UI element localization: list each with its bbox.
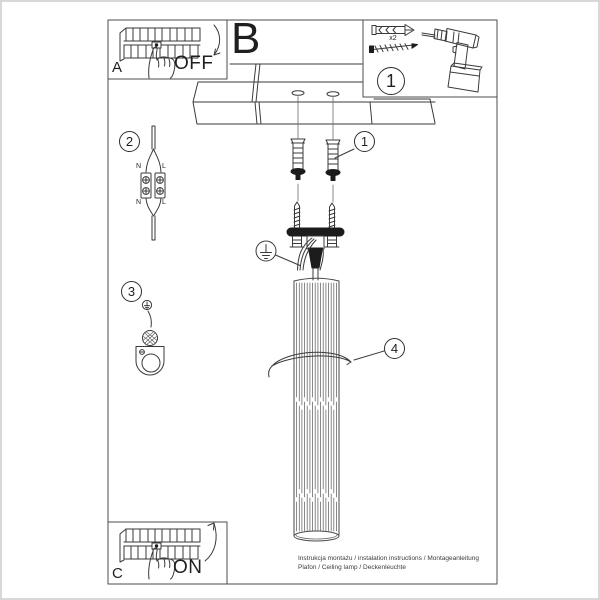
panel-c-letter: C xyxy=(112,565,123,582)
earth-bracket-diagram xyxy=(136,300,164,375)
earth-symbol-icon xyxy=(256,241,300,266)
section-b-letter: B xyxy=(231,14,261,63)
footer-line-2: Plafon / Ceiling lamp / Deckenleuchte xyxy=(298,564,407,571)
power-on-label: ON xyxy=(173,557,203,578)
plug-screw-leader-lines xyxy=(298,184,333,202)
wire-label-l-bottom: L xyxy=(162,199,166,206)
earth-wire-drawing xyxy=(148,311,151,327)
canopy-assembly xyxy=(287,228,344,280)
wire-connector-diagram xyxy=(141,126,165,240)
earth-symbol-small-icon xyxy=(142,300,151,309)
mounting-bracket-drawing xyxy=(136,347,164,376)
panel-a-letter: A xyxy=(112,59,123,76)
diagram-artwork xyxy=(2,2,600,600)
ceiling-hole-right xyxy=(327,92,339,97)
callout-3-badge: 3 xyxy=(121,281,142,302)
callout-2-badge: 2 xyxy=(119,131,140,152)
wire-label-n-top: N xyxy=(136,163,142,170)
wall-plugs-drawing xyxy=(291,139,340,181)
callout-1-badge: 1 xyxy=(354,131,375,152)
anchor-quantity-label: x2 xyxy=(389,34,397,42)
callout-4-badge: 4 xyxy=(384,338,405,359)
knurled-screw-drawing xyxy=(143,331,158,346)
footer-text xyxy=(298,554,479,572)
lamp-tube-drawing xyxy=(294,278,339,541)
callout-tools-badge: 1 xyxy=(377,67,405,95)
wire-label-n-bottom: N xyxy=(136,199,142,206)
callout-4-leader xyxy=(354,351,384,360)
ceiling-hole-left xyxy=(292,91,304,96)
suspension-ring-drawing xyxy=(269,351,384,377)
hole-leader-lines xyxy=(298,97,333,140)
mounting-screws-drawing xyxy=(290,202,339,247)
power-off-label: OFF xyxy=(174,53,214,74)
footer-line-1: Instrukcja montażu / instalation instructions / Montageanleitung xyxy=(298,555,480,562)
wire-label-l-top: L xyxy=(162,163,166,170)
page-frame xyxy=(108,20,497,584)
